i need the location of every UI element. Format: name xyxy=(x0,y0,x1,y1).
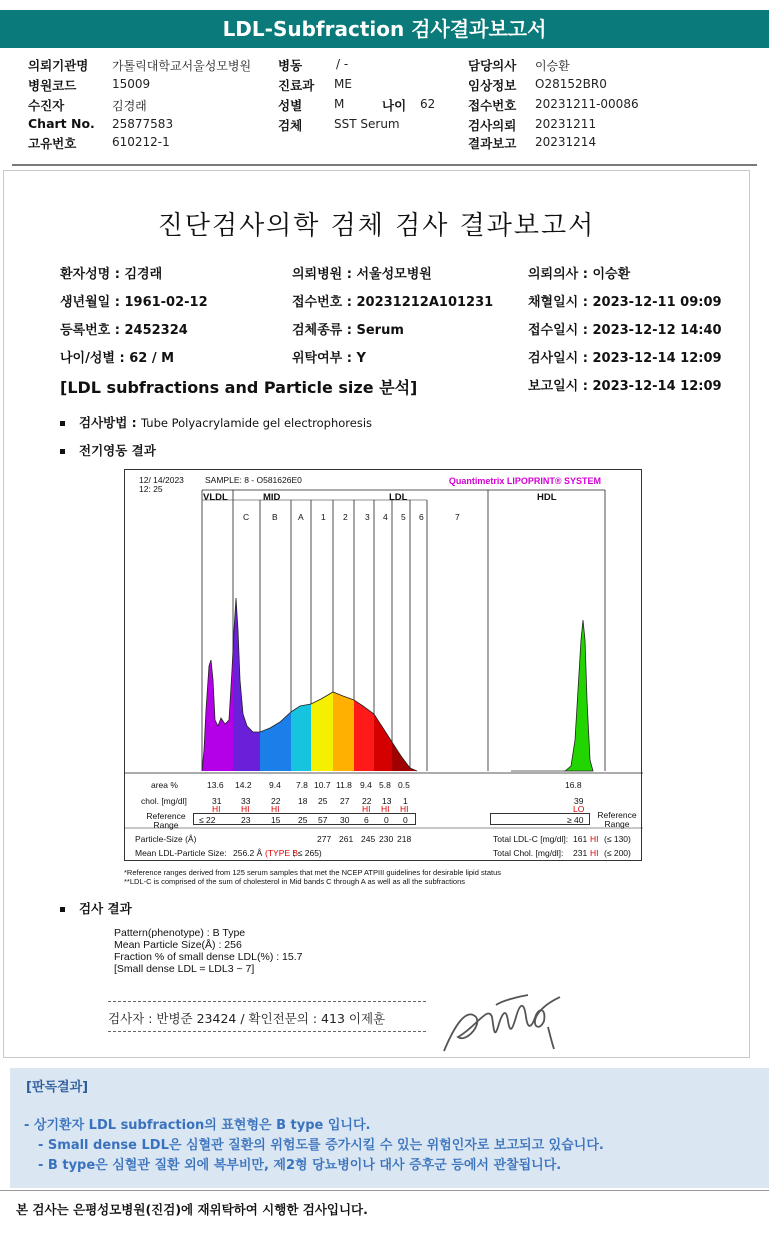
segment-4 xyxy=(374,714,392,771)
flag-5: HI xyxy=(400,804,409,814)
clinical-info-label: 임상정보 xyxy=(468,78,517,93)
electrophoresis-row xyxy=(60,441,156,459)
segment-HDL xyxy=(565,620,593,771)
area-c: 14.2 xyxy=(235,780,252,790)
band-label-c: C xyxy=(243,512,250,522)
segment-1 xyxy=(311,692,333,771)
chol-1: 25 xyxy=(318,796,328,806)
age-sex: 나이/성별 : 62 / M xyxy=(60,351,175,366)
results-label: 검사 결과 xyxy=(79,901,132,916)
interpretation-line-2: - Small dense LDL은 심혈관 질환의 위험도를 증가시킬 수 있는 위험인자로 보고되고 있습니다. xyxy=(38,1138,604,1153)
interpretation-panel xyxy=(10,1068,769,1188)
psize-5: 218 xyxy=(397,834,412,844)
chol-3: 22 xyxy=(362,796,372,806)
chol-5: 1 xyxy=(403,796,408,806)
method-label: 검사방법 : xyxy=(79,415,142,430)
flag-4: HI xyxy=(381,804,390,814)
requesting-hospital: 의뢰병원 : 서울성모병원 xyxy=(292,267,432,282)
band-label-7: 7 xyxy=(455,512,460,522)
band-label-2: 2 xyxy=(343,512,348,522)
header-divider xyxy=(12,164,757,166)
band-label-a: A xyxy=(298,512,304,522)
receipt-time: 접수일시 : 2023-12-12 14:40 xyxy=(528,323,722,338)
small-dense-line: [Small dense LDL = LDL3 ~ 7] xyxy=(114,963,255,975)
chart-brand: Quantimetrix LIPOPRINT® SYSTEM xyxy=(448,476,601,486)
ref-c: 23 xyxy=(241,815,251,825)
interpretation-line-3: - B type은 심혈관 질환 외에 복부비만, 제2형 당뇨병이나 대사 증후군 등에서 관찰됩니다. xyxy=(38,1158,562,1173)
area-a: 7.8 xyxy=(296,780,308,790)
area-b: 9.4 xyxy=(269,780,281,790)
ref-3: 6 xyxy=(364,815,369,825)
patient-name-label: 수진자 xyxy=(28,98,65,113)
specimen-label: 검체 xyxy=(278,118,303,133)
sex-value: M xyxy=(334,97,345,111)
clinical-info-value: O28152BR0 xyxy=(535,77,607,91)
pattern-line: Pattern(phenotype) : B Type xyxy=(114,927,246,939)
receipt-no-value: 20231211-00086 xyxy=(535,97,639,111)
flag-vldl: HI xyxy=(212,804,221,814)
ref-5: 0 xyxy=(403,815,408,825)
request-date-label: 검사의뢰 xyxy=(468,118,517,133)
birth-date: 생년월일 : 1961-02-12 xyxy=(60,295,208,310)
segment-C xyxy=(233,598,260,771)
ward-value: / - xyxy=(336,57,349,71)
region-label-vldl: VLDL xyxy=(203,492,228,503)
method-value: Tube Polyacrylamide gel electrophoresis xyxy=(141,416,373,430)
ref-4: 0 xyxy=(384,815,389,825)
area-2: 11.8 xyxy=(336,780,352,790)
area-4: 5.8 xyxy=(379,780,391,790)
band-label-1: 1 xyxy=(321,512,326,522)
total-chol-label: Total Chol. [mg/dl]: xyxy=(493,848,564,858)
chart-time: 12: 25 xyxy=(139,484,163,494)
specimen-type: 검체종류 : Serum xyxy=(292,323,404,338)
row-label-area: area % xyxy=(151,780,178,790)
flag-hdl: LO xyxy=(573,804,585,814)
ref-2: 30 xyxy=(340,815,350,825)
ref-vldl: ≤ 22 xyxy=(199,815,216,825)
psize-4: 230 xyxy=(379,834,394,844)
ref-a: 25 xyxy=(298,815,308,825)
request-date-value: 20231211 xyxy=(535,117,597,131)
ref-1: 57 xyxy=(318,815,328,825)
psize-1: 277 xyxy=(317,834,332,844)
sex-label: 성별 xyxy=(278,98,303,113)
total-ldl-ref: (≤ 130) xyxy=(604,834,631,844)
region-label-ldl: LDL xyxy=(389,492,408,503)
test-time: 검사일시 : 2023-12-14 12:09 xyxy=(528,351,722,366)
unique-no-label: 고유번호 xyxy=(28,136,77,151)
ref-hdl: ≥ 40 xyxy=(567,815,584,825)
chol-4: 13 xyxy=(382,796,392,806)
dept-label: 진료과 xyxy=(278,78,315,93)
psize-2: 261 xyxy=(339,834,354,844)
chol-c: 33 xyxy=(241,796,251,806)
ref-b: 15 xyxy=(271,815,281,825)
results-row xyxy=(60,899,132,917)
hospital-code-value: 15009 xyxy=(112,77,151,91)
chart-no-value: 25877583 xyxy=(112,117,174,131)
total-chol-ref: (≤ 200) xyxy=(604,848,631,858)
area-1: 10.7 xyxy=(314,780,331,790)
signature-line: 검사자 : 반병준 23424 / 확인전문의 : 413 이제훈 xyxy=(108,1011,386,1026)
chart-no-label: Chart No. xyxy=(28,116,95,131)
handwritten-signature xyxy=(436,987,566,1057)
chart-date: 12/ 14/2023 xyxy=(139,475,184,485)
band-label-5: 5 xyxy=(401,512,406,522)
total-chol-flag: HI xyxy=(590,848,599,858)
interpretation-title: [판독결과] xyxy=(26,1080,89,1095)
result-date-label: 결과보고 xyxy=(468,136,517,151)
region-label-hdl: HDL xyxy=(537,492,557,503)
registration-number: 등록번호 : 2452324 xyxy=(60,323,188,338)
results-block xyxy=(114,927,303,975)
doctor-label: 담당의사 xyxy=(468,58,517,73)
segment-5 xyxy=(392,742,417,771)
report-time: 보고일시 : 2023-12-14 12:09 xyxy=(528,379,722,394)
band-label-b: B xyxy=(272,512,278,522)
chol-a: 18 xyxy=(298,796,308,806)
result-date-value: 20231214 xyxy=(535,135,597,149)
chol-b: 22 xyxy=(271,796,281,806)
dept-value: ME xyxy=(334,77,352,91)
segment-A xyxy=(291,704,311,771)
bullet-icon xyxy=(60,421,65,426)
age-label: 나이 xyxy=(382,98,407,113)
psize-3: 245 xyxy=(361,834,376,844)
receipt-number: 접수번호 : 20231212A101231 xyxy=(292,295,494,310)
region-label-mid: MID xyxy=(263,492,281,503)
mean-ref: ; ≤ 265) xyxy=(293,848,322,858)
row-label-mean: Mean LDL-Particle Size: xyxy=(135,848,227,858)
signature-bottom-rule xyxy=(108,1031,426,1032)
footer-divider xyxy=(0,1190,769,1191)
row-label-chol: chol. [mg/dl] xyxy=(141,796,187,806)
header-info xyxy=(0,54,769,164)
segment-2 xyxy=(333,692,354,771)
requesting-doctor: 의뢰의사 : 이승환 xyxy=(528,267,631,282)
area-vldl: 13.6 xyxy=(207,780,224,790)
area-3: 9.4 xyxy=(360,780,372,790)
report-title: 진단검사의학 검체 검사 결과보고서 xyxy=(157,211,596,241)
patient-name-value: 김경래 xyxy=(112,99,147,113)
bullet-icon xyxy=(60,907,65,912)
total-ldl-flag: HI xyxy=(590,834,599,844)
row-label-psize: Particle-Size (Å) xyxy=(135,834,197,844)
hospital-code-label: 병원코드 xyxy=(28,78,77,93)
electrophoresis-label: 전기영동 결과 xyxy=(79,443,156,458)
collection-time: 채혈일시 : 2023-12-11 09:09 xyxy=(528,295,722,310)
chol-hdl: 39 xyxy=(574,796,584,806)
area-hdl: 16.8 xyxy=(565,780,582,790)
flag-b: HI xyxy=(271,804,280,814)
bullet-icon xyxy=(60,449,65,454)
flag-c: HI xyxy=(241,804,250,814)
total-ldl-label: Total LDL-C [mg/dl]: xyxy=(493,834,569,844)
unique-no-value: 610212-1 xyxy=(112,135,170,149)
row-label-ref: Reference Range xyxy=(146,811,186,830)
chol-2: 27 xyxy=(340,796,350,806)
mean-particle-line: Mean Particle Size(Å) : 256 xyxy=(114,939,242,951)
report-banner-title: LDL-Subfraction 검사결과보고서 xyxy=(0,10,769,48)
consignment: 위탁여부 : Y xyxy=(292,351,366,366)
fraction-line: Fraction % of small dense LDL(%) : 15.7 xyxy=(114,951,303,963)
band-label-3: 3 xyxy=(365,512,370,522)
area-5: 0.5 xyxy=(398,780,410,790)
age-value: 62 xyxy=(420,97,436,111)
flag-3: HI xyxy=(362,804,371,814)
doctor-value: 이승환 xyxy=(535,59,570,73)
chol-vldl: 31 xyxy=(212,796,222,806)
mean-type: (TYPE B xyxy=(265,848,299,858)
footnote-1: *Reference ranges derived from 125 serum samples that met the NCEP ATPIII guidelines for desirable lipid status xyxy=(124,868,501,877)
footnote-2: **LDL-C is comprised of the sum of cholesterol in Mid bands C through A as well as all the subfractions xyxy=(124,877,466,886)
mean-size: 256.2 Å xyxy=(233,848,263,858)
hospital-value: 가톨릭대학교서울성모병원 xyxy=(112,59,252,73)
specimen-value: SST Serum xyxy=(334,117,400,131)
patient-name: 환자성명 : 김경래 xyxy=(60,267,163,282)
lipoprint-chart xyxy=(124,469,642,861)
band-label-4: 4 xyxy=(383,512,388,522)
segment-B xyxy=(260,712,291,771)
method-row xyxy=(60,413,372,431)
chart-sample: SAMPLE: 8 - O581626E0 xyxy=(205,475,302,485)
interpretation-line-1: - 상기환자 LDL subfraction의 표현형은 B type 입니다. xyxy=(24,1118,371,1133)
receipt-no-label: 접수번호 xyxy=(468,98,517,113)
hospital-label: 의뢰기관명 xyxy=(28,58,89,73)
ward-label: 병동 xyxy=(278,58,303,73)
segment-VLDL xyxy=(202,650,233,771)
signature-top-rule xyxy=(108,1001,426,1002)
total-chol-value: 231 xyxy=(573,848,588,858)
footer-note: 본 검사는 은평성모병원(진검)에 재위탁하여 시행한 검사입니다. xyxy=(16,1202,368,1217)
ref-range-label: Reference Range xyxy=(597,810,637,829)
band-label-6: 6 xyxy=(419,512,424,522)
segment-3 xyxy=(354,700,374,771)
section-title: [LDL subfractions and Particle size 분석] xyxy=(60,378,418,397)
lab-report xyxy=(3,170,750,1058)
total-ldl-value: 161 xyxy=(573,834,588,844)
